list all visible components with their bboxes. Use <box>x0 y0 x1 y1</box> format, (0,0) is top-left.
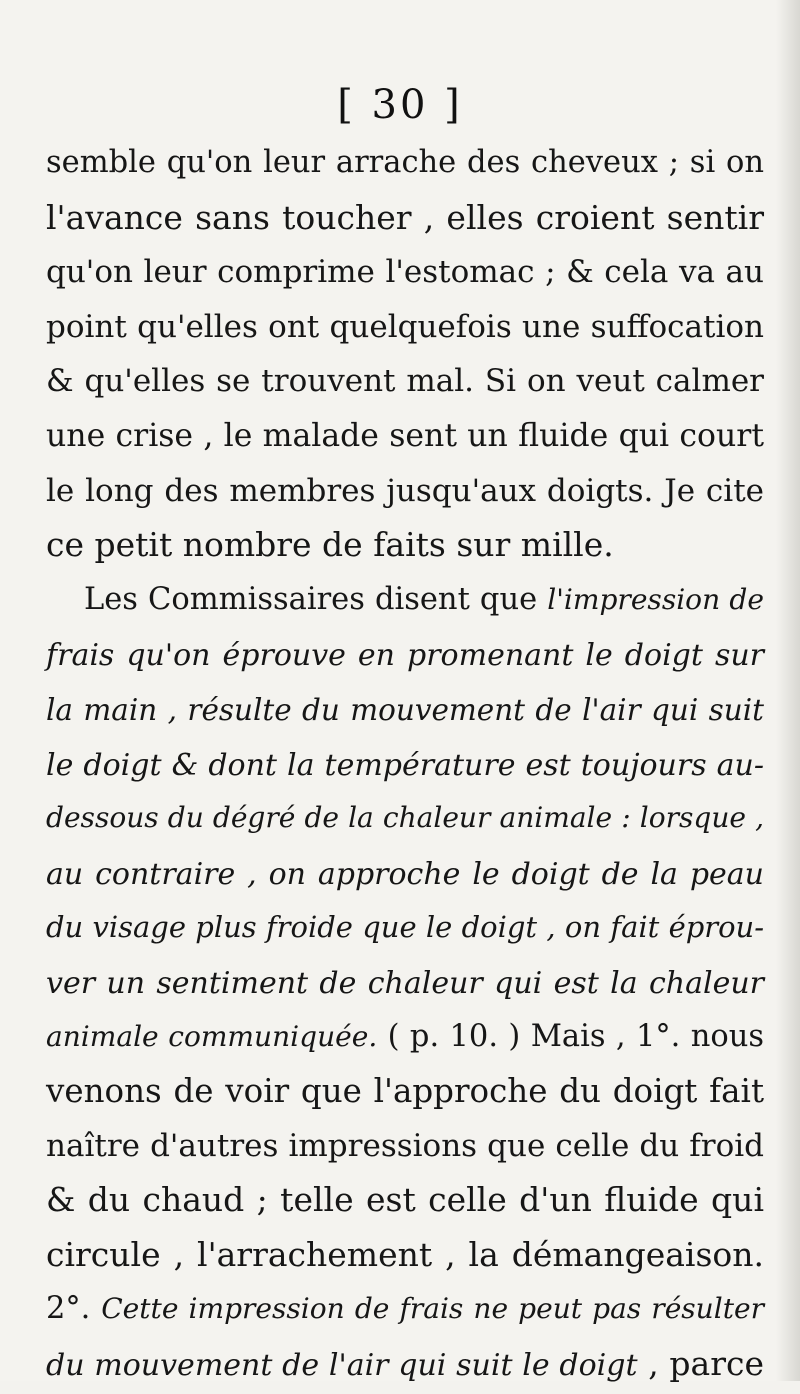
text-segment: le long des membres jusqu'aux doigts. Je cite <box>46 472 764 509</box>
italic-text-segment: Cette impression de frais ne peut pas résulter <box>101 1292 764 1326</box>
text-line <box>46 1010 764 1065</box>
text-line <box>46 682 764 737</box>
italic-text-segment: l'impression de <box>547 582 764 616</box>
text-line <box>46 1173 764 1228</box>
text-line <box>46 518 764 573</box>
text-segment: une crise , le malade sent un fluide qui court <box>46 417 764 454</box>
text-line <box>46 900 764 955</box>
text-line <box>46 846 764 901</box>
italic-text-segment: au contraire , on approche le doigt de la peau <box>46 856 764 892</box>
text-segment: circule , l'arrachement , la démangeaison. <box>46 1234 764 1274</box>
text-line <box>46 791 764 846</box>
text-segment: ce petit nombre de faits sur mille. <box>46 525 614 565</box>
text-segment: 2°. <box>46 1291 102 1327</box>
text-segment: venons de voir que l'approche du doigt fait <box>46 1072 764 1111</box>
italic-text-segment: animale communiquée. <box>46 1019 378 1053</box>
text-line <box>46 136 764 191</box>
text-line <box>46 627 764 682</box>
text-segment: naître d'autres impressions que celle du froid <box>46 1127 764 1164</box>
italic-text-segment: du mouvement de l'air qui suit le doigt <box>46 1348 638 1384</box>
text-segment: & du chaud ; telle est celle d'un fluide qui <box>46 1180 764 1220</box>
text-segment: ( p. 10. ) Mais , 1°. nous <box>377 1018 765 1054</box>
text-line <box>46 573 764 628</box>
text-line <box>46 1119 764 1174</box>
italic-text-segment: le doigt & dont la température est toujours au- <box>46 747 764 783</box>
page-body-text <box>46 136 764 1392</box>
text-segment: semble qu'on leur arrache des cheveux ; si on <box>46 145 764 180</box>
italic-text-segment: frais qu'on éprouve en promenant le doigt sur <box>46 638 764 674</box>
text-segment: , parce <box>637 1344 764 1384</box>
text-line <box>46 1064 764 1119</box>
text-segment: Les Commissaires disent que <box>84 581 548 617</box>
page-number: [ 30 ] <box>337 82 463 128</box>
text-line <box>46 1337 764 1392</box>
text-line <box>46 191 764 246</box>
text-line <box>46 464 764 519</box>
italic-text-segment: du visage plus froide que le doigt , on fait éprou- <box>46 910 764 945</box>
text-line <box>46 300 764 355</box>
italic-text-segment: la main , résulte du mouvement de l'air qui suit <box>46 692 764 727</box>
italic-text-segment: dessous du dégré de la chaleur animale : lorsque , <box>46 801 764 835</box>
text-line <box>46 409 764 464</box>
text-segment: point qu'elles ont quelquefois une suffocation <box>46 308 764 345</box>
text-line <box>46 737 764 792</box>
text-line <box>46 354 764 409</box>
text-segment: l'avance sans toucher , elles croient sentir <box>46 197 764 237</box>
text-line <box>46 245 764 300</box>
text-segment: qu'on leur comprime l'estomac ; & cela va au <box>46 254 764 291</box>
text-line <box>46 1228 764 1283</box>
text-line <box>46 1282 764 1337</box>
italic-text-segment: ver un sentiment de chaleur qui est la chaleur <box>46 965 764 1001</box>
text-segment: & qu'elles se trouvent mal. Si on veut calmer <box>46 363 764 400</box>
text-line <box>46 955 764 1010</box>
